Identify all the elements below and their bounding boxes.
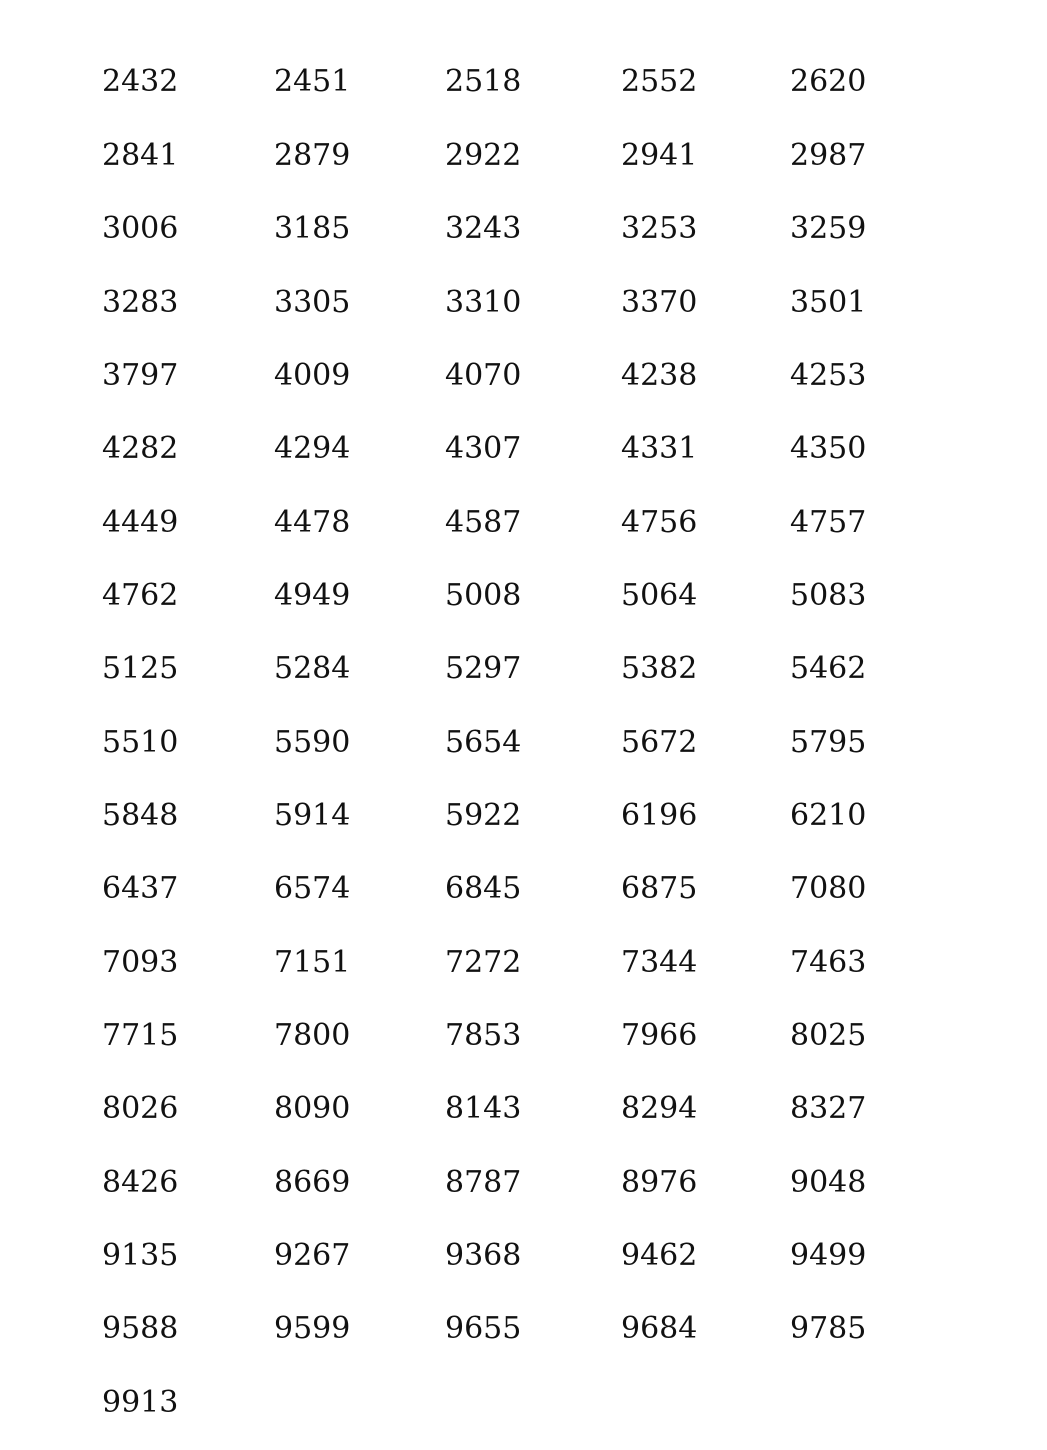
number-cell: 5848	[102, 798, 179, 833]
table-row	[0, 869, 1047, 909]
number-cell: 5590	[274, 725, 351, 760]
number-cell: 8025	[790, 1018, 867, 1053]
number-cell: 3501	[790, 285, 867, 320]
number-cell: 2922	[445, 138, 522, 173]
number-cell: 5125	[102, 651, 179, 686]
number-cell: 4070	[445, 358, 522, 393]
number-cell: 3370	[621, 285, 698, 320]
number-cell: 9267	[274, 1238, 351, 1273]
number-cell: 3243	[445, 211, 522, 246]
number-cell: 5795	[790, 725, 867, 760]
number-cell: 3006	[102, 211, 179, 246]
number-cell: 5672	[621, 725, 698, 760]
number-cell: 5382	[621, 651, 698, 686]
number-cell: 2879	[274, 138, 351, 173]
number-cell: 4756	[621, 505, 698, 540]
number-cell: 8669	[274, 1165, 351, 1200]
number-cell: 6437	[102, 871, 179, 906]
number-cell: 4350	[790, 431, 867, 466]
table-row	[0, 1163, 1047, 1203]
number-cell: 4757	[790, 505, 867, 540]
number-cell: 4294	[274, 431, 351, 466]
number-cell: 2451	[274, 64, 351, 99]
number-cell: 9135	[102, 1238, 179, 1273]
number-cell: 4009	[274, 358, 351, 393]
number-cell: 7093	[102, 945, 179, 980]
number-cell: 7463	[790, 945, 867, 980]
number-cell: 7151	[274, 945, 351, 980]
number-cell: 5297	[445, 651, 522, 686]
number-cell: 9588	[102, 1311, 179, 1346]
number-cell: 8976	[621, 1165, 698, 1200]
number-cell: 8426	[102, 1165, 179, 1200]
number-cell: 5654	[445, 725, 522, 760]
table-row	[0, 1016, 1047, 1056]
number-cell: 5462	[790, 651, 867, 686]
number-cell: 9785	[790, 1311, 867, 1346]
number-cell: 3185	[274, 211, 351, 246]
number-cell: 4762	[102, 578, 179, 613]
number-cell: 5008	[445, 578, 522, 613]
number-cell: 5922	[445, 798, 522, 833]
number-cell: 2518	[445, 64, 522, 99]
number-cell: 9913	[102, 1385, 179, 1420]
number-cell: 2941	[621, 138, 698, 173]
number-cell: 7080	[790, 871, 867, 906]
number-cell: 6210	[790, 798, 867, 833]
table-row	[0, 209, 1047, 249]
number-cell: 8327	[790, 1091, 867, 1126]
number-cell: 9048	[790, 1165, 867, 1200]
table-row	[0, 1236, 1047, 1276]
number-cell: 3259	[790, 211, 867, 246]
table-row	[0, 429, 1047, 469]
number-cell: 7853	[445, 1018, 522, 1053]
number-cell: 4587	[445, 505, 522, 540]
number-cell: 3253	[621, 211, 698, 246]
number-cell: 4282	[102, 431, 179, 466]
number-cell: 5083	[790, 578, 867, 613]
number-cell: 4331	[621, 431, 698, 466]
table-row	[0, 503, 1047, 543]
table-row	[0, 62, 1047, 102]
table-row	[0, 356, 1047, 396]
number-cell: 7800	[274, 1018, 351, 1053]
table-row	[0, 1383, 1047, 1423]
number-cell: 3310	[445, 285, 522, 320]
table-row	[0, 576, 1047, 616]
number-cell: 9499	[790, 1238, 867, 1273]
number-cell: 2620	[790, 64, 867, 99]
table-row	[0, 136, 1047, 176]
table-row	[0, 283, 1047, 323]
number-cell: 3797	[102, 358, 179, 393]
number-cell: 4253	[790, 358, 867, 393]
number-cell: 5510	[102, 725, 179, 760]
number-cell: 5914	[274, 798, 351, 833]
number-cell: 3283	[102, 285, 179, 320]
table-row	[0, 723, 1047, 763]
number-cell: 7272	[445, 945, 522, 980]
number-cell: 6845	[445, 871, 522, 906]
number-cell: 8143	[445, 1091, 522, 1126]
number-cell: 9368	[445, 1238, 522, 1273]
number-cell: 2987	[790, 138, 867, 173]
number-cell: 9599	[274, 1311, 351, 1346]
number-cell: 4307	[445, 431, 522, 466]
number-cell: 2432	[102, 64, 179, 99]
number-cell: 9655	[445, 1311, 522, 1346]
number-cell: 5064	[621, 578, 698, 613]
number-cell: 9462	[621, 1238, 698, 1273]
number-cell: 7344	[621, 945, 698, 980]
table-row	[0, 1089, 1047, 1129]
number-cell: 8787	[445, 1165, 522, 1200]
number-cell: 7715	[102, 1018, 179, 1053]
table-row	[0, 796, 1047, 836]
table-row	[0, 1309, 1047, 1349]
number-cell: 6875	[621, 871, 698, 906]
number-cell: 3305	[274, 285, 351, 320]
table-row	[0, 943, 1047, 983]
number-cell: 6196	[621, 798, 698, 833]
number-cell: 2841	[102, 138, 179, 173]
number-cell: 4478	[274, 505, 351, 540]
number-cell: 7966	[621, 1018, 698, 1053]
number-cell: 8090	[274, 1091, 351, 1126]
number-cell: 4949	[274, 578, 351, 613]
number-cell: 4449	[102, 505, 179, 540]
number-cell: 5284	[274, 651, 351, 686]
number-cell: 8026	[102, 1091, 179, 1126]
number-cell: 6574	[274, 871, 351, 906]
number-cell: 4238	[621, 358, 698, 393]
number-cell: 8294	[621, 1091, 698, 1126]
number-cell: 9684	[621, 1311, 698, 1346]
table-row	[0, 649, 1047, 689]
number-cell: 2552	[621, 64, 698, 99]
